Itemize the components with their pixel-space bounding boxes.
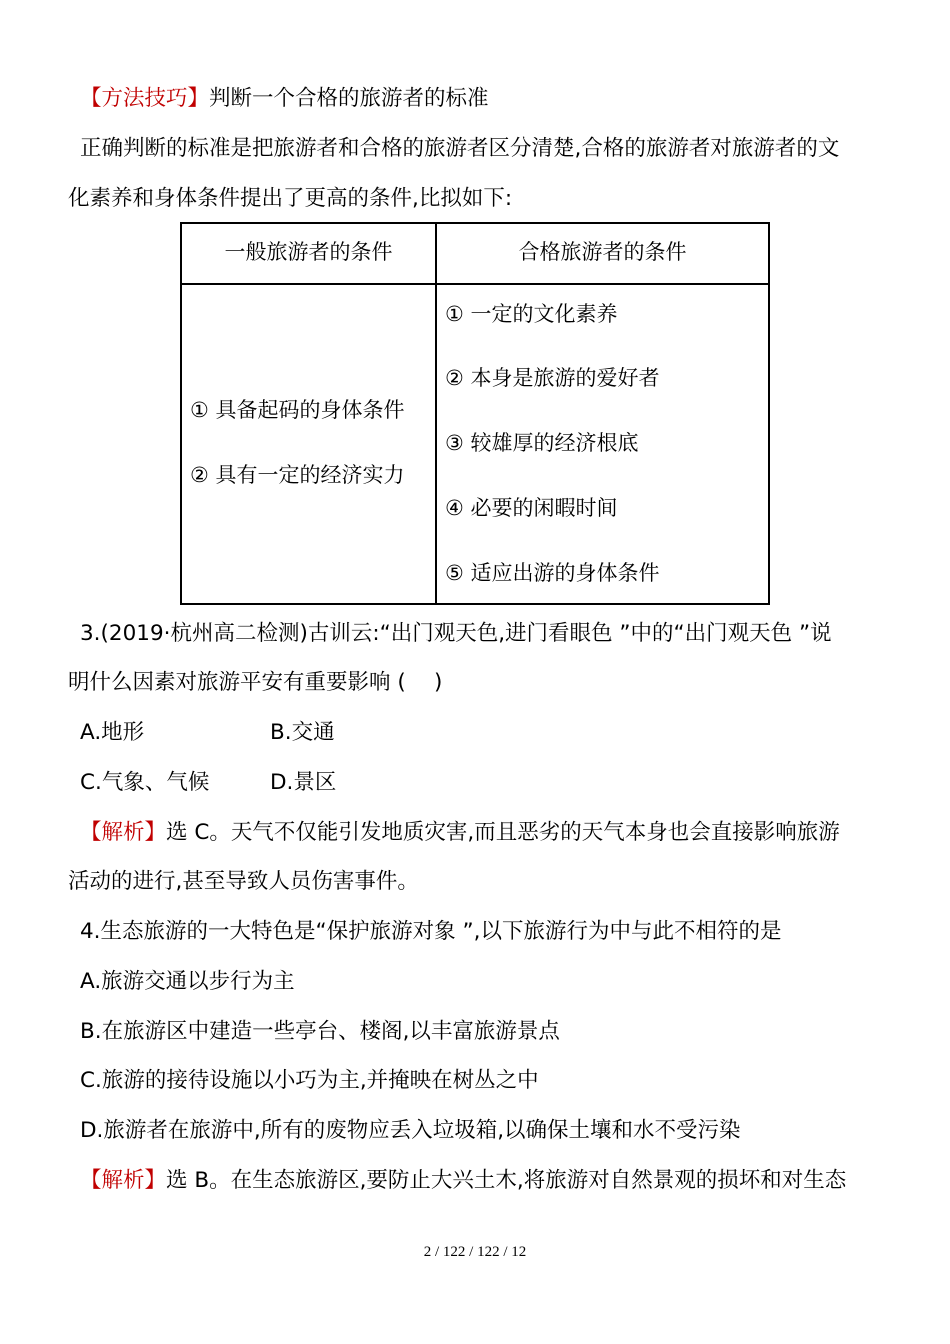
q4-analysis-text: 选 B。在生态旅游区,要防止大兴土木,将旅游对自然景观的损坏和对生态 <box>166 1168 847 1193</box>
q3-stem-line-1: 3.(2019·杭州高二检测)古训云:“出门观天色,进门看眼色 ”中的“出门观天色 ”说 <box>80 621 832 646</box>
q3-option-b: B.交通 <box>270 720 335 745</box>
q4-option-b: B.在旅游区中建造一些亭台、楼阁,以丰富旅游景点 <box>80 1019 560 1044</box>
q4-option-a: A.旅游交通以步行为主 <box>80 969 295 994</box>
q3-analysis-tag: 【解析】 <box>80 820 167 845</box>
q3-analysis-text: 选 C。天气不仅能引发地质灾害,而且恶劣的天气本身也会直接影响旅游 <box>166 820 840 845</box>
page-number-footer: 2 / 122 / 122 / 12 <box>423 1244 527 1260</box>
general-condition-item: ② 具有一定的经济实力 <box>190 463 405 487</box>
qualified-condition-item: ② 本身是旅游的爱好者 <box>445 366 660 390</box>
qualified-condition-item: ① 一定的文化素养 <box>445 302 618 326</box>
q4-analysis-line-1 <box>80 1166 846 1196</box>
tip-heading <box>80 84 489 114</box>
intro-line-2: 化素养和身体条件提出了更高的条件,比拟如下: <box>68 186 513 211</box>
intro-line-1: 正确判断的标准是把旅游者和合格的旅游者区分清楚,合格的旅游者对旅游者的文 <box>80 136 840 161</box>
qualified-condition-item: ⑤ 适应出游的身体条件 <box>445 561 660 585</box>
qualified-condition-item: ③ 较雄厚的经济根底 <box>445 431 639 455</box>
q4-stem: 4.生态旅游的一大特色是“保护旅游对象 ”,以下旅游行为中与此不相符的是 <box>80 919 782 944</box>
tip-tag: 【方法技巧】 <box>80 86 210 111</box>
table-column-divider <box>435 224 437 603</box>
table-header-qualified: 合格旅游者的条件 <box>518 240 687 264</box>
q3-option-c: C.气象、气候 <box>80 770 210 795</box>
qualified-condition-item: ④ 必要的闲暇时间 <box>445 496 618 520</box>
q4-option-d: D.旅游者在旅游中,所有的废物应丢入垃圾箱,以确保土壤和水不受污染 <box>80 1118 741 1143</box>
comparison-table <box>180 222 770 605</box>
tip-title: 判断一个合格的旅游者的标准 <box>209 86 489 111</box>
q4-option-c: C.旅游的接待设施以小巧为主,并掩映在树丛之中 <box>80 1068 539 1093</box>
q3-analysis-line-1 <box>80 818 840 848</box>
q3-stem-line-2: 明什么因素对旅游平安有重要影响 ( ) <box>68 670 443 695</box>
table-header-general: 一般旅游者的条件 <box>224 240 393 264</box>
table-header-divider <box>182 283 768 285</box>
q4-analysis-tag: 【解析】 <box>80 1168 167 1193</box>
general-condition-item: ① 具备起码的身体条件 <box>190 398 405 422</box>
q3-option-a: A.地形 <box>80 720 145 745</box>
q3-option-d: D.景区 <box>270 770 337 795</box>
q3-analysis-line-2: 活动的进行,甚至导致人员伤害事件。 <box>68 869 419 894</box>
